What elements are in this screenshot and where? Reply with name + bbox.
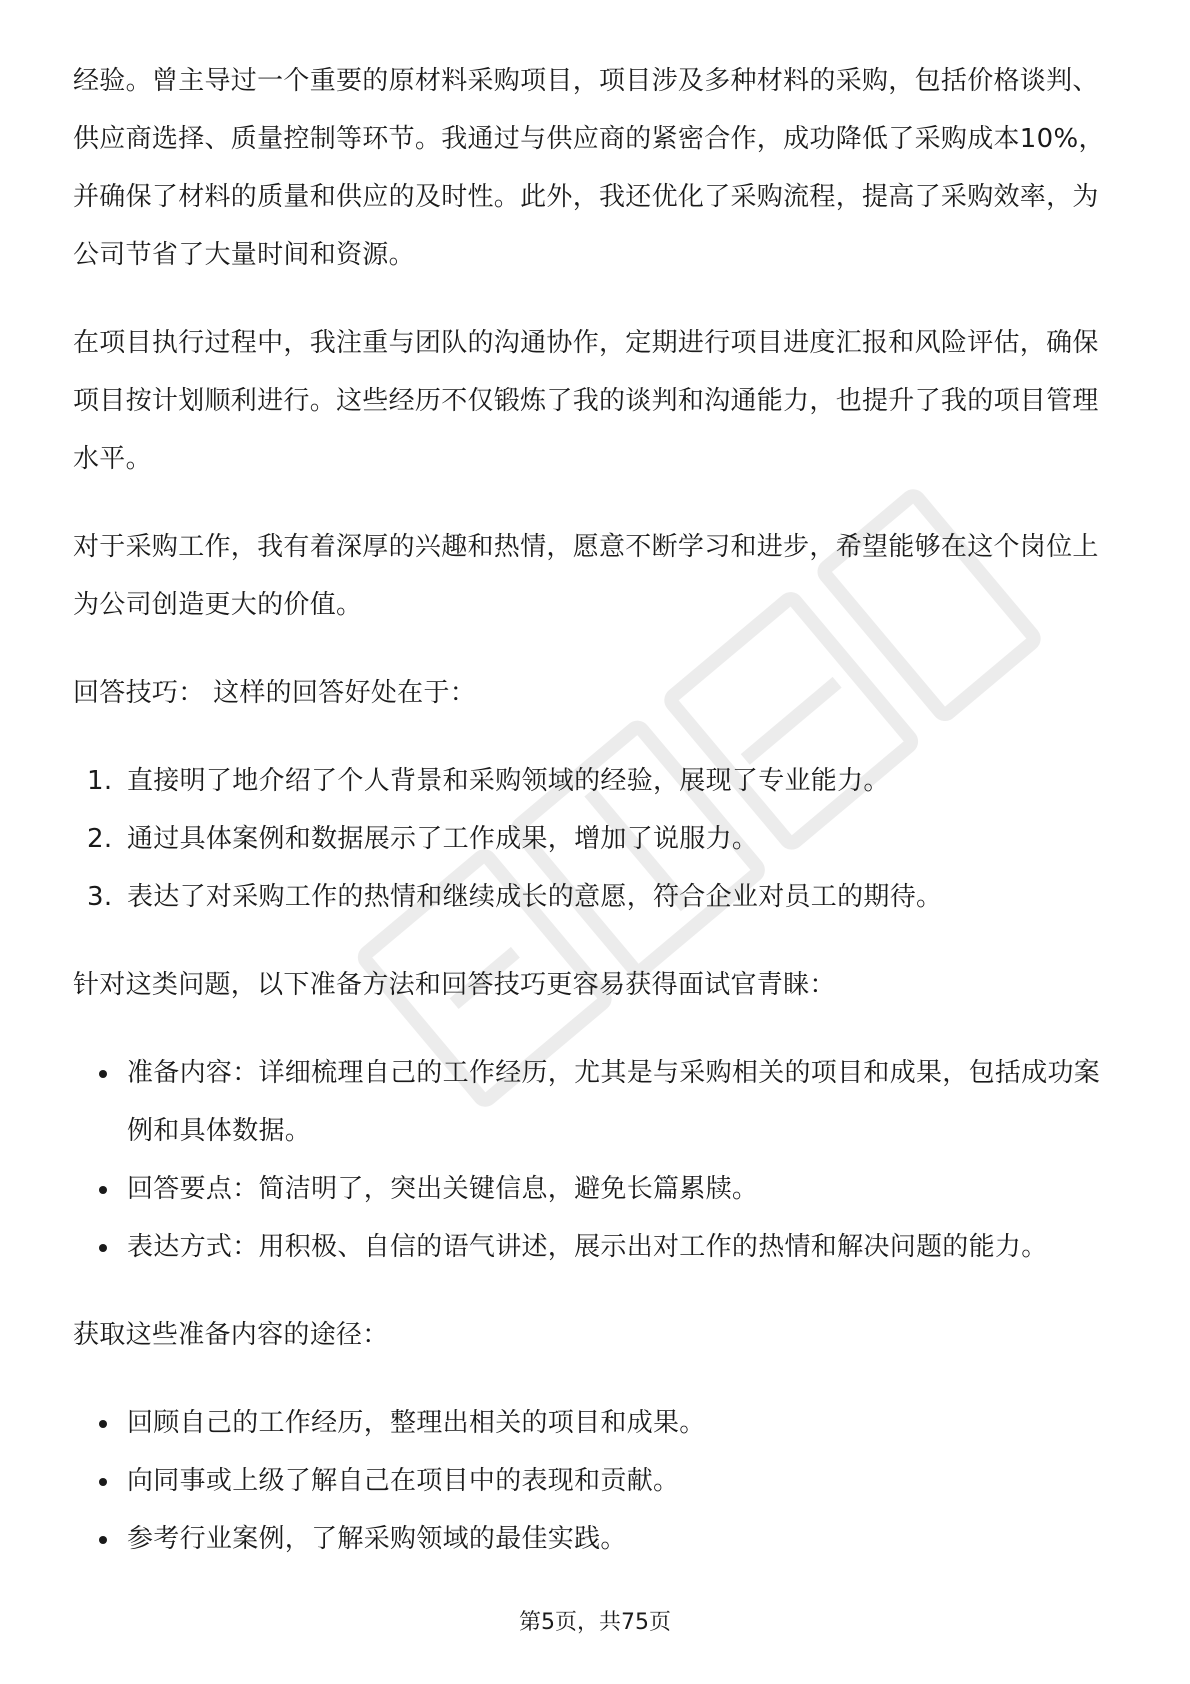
list-item-text: 通过具体案例和数据展示了工作成果，增加了说服力。 — [127, 824, 759, 854]
paragraph-tips-heading: 回答技巧： 这样的回答好处在于： — [73, 678, 477, 708]
document-page — [73, 52, 1121, 1598]
list-number: 1. — [87, 766, 113, 796]
list-item — [73, 810, 1121, 868]
paragraph-sources-heading: 获取这些准备内容的途径： — [73, 1320, 389, 1350]
list-item — [73, 1160, 1121, 1218]
bullet-icon — [99, 1070, 107, 1078]
list-number: 3. — [87, 882, 113, 912]
list-item-text: 向同事或上级了解自己在项目中的表现和贡献。 — [127, 1466, 680, 1496]
methods-list — [73, 1044, 1121, 1276]
bullet-icon — [99, 1420, 107, 1428]
page-number: 第5页，共75页 — [519, 1610, 671, 1635]
list-item-text: 参考行业案例，了解采购领域的最佳实践。 — [127, 1524, 627, 1554]
list-item-text: 回顾自己的工作经历，整理出相关的项目和成果。 — [127, 1408, 706, 1438]
list-item-text: 表达了对采购工作的热情和继续成长的意愿，符合企业对员工的期待。 — [127, 882, 943, 912]
list-item — [73, 1044, 1121, 1160]
bullet-icon — [99, 1536, 107, 1544]
list-item-text: 回答要点：简洁明了，突出关键信息，避免长篇累牍。 — [127, 1174, 759, 1204]
paragraph-experience: 经验。曾主导过一个重要的原材料采购项目，项目涉及多种材料的采购，包括价格谈判、供应商选择、质量控制等环节。我通过与供应商的紧密合作，成功降低了采购成本10%，并确保了材料的质量和供应的及时性。此外，我还优化了采购流程，提高了采购效率，为公司节省了大量时间和资源。 — [73, 66, 1105, 270]
list-item — [73, 1218, 1121, 1276]
bullet-icon — [99, 1186, 107, 1194]
list-item — [73, 752, 1121, 810]
bullet-icon — [99, 1244, 107, 1252]
list-item-text: 表达方式：用积极、自信的语气讲述，展示出对工作的热情和解决问题的能力。 — [127, 1232, 1048, 1262]
paragraph-execution: 在项目执行过程中，我注重与团队的沟通协作，定期进行项目进度汇报和风险评估，确保项目按计划顺利进行。这些经历不仅锻炼了我的谈判和沟通能力，也提升了我的项目管理水平。 — [73, 328, 1099, 474]
bullet-icon — [99, 1478, 107, 1486]
list-number: 2. — [87, 824, 113, 854]
list-item-text: 直接明了地介绍了个人背景和采购领域的经验，展现了专业能力。 — [127, 766, 890, 796]
list-item — [73, 1452, 1121, 1510]
list-item — [73, 1510, 1121, 1568]
list-item — [73, 868, 1121, 926]
tips-list — [73, 752, 1121, 926]
paragraph-methods-heading: 针对这类问题，以下准备方法和回答技巧更容易获得面试官青睐： — [73, 970, 836, 1000]
sources-list — [73, 1394, 1121, 1568]
paragraph-passion: 对于采购工作，我有着深厚的兴趣和热情，愿意不断学习和进步，希望能够在这个岗位上为公司创造更大的价值。 — [73, 532, 1099, 620]
list-item-text: 准备内容：详细梳理自己的工作经历，尤其是与采购相关的项目和成果，包括成功案例和具体数据。 — [127, 1058, 1101, 1146]
list-item — [73, 1394, 1121, 1452]
